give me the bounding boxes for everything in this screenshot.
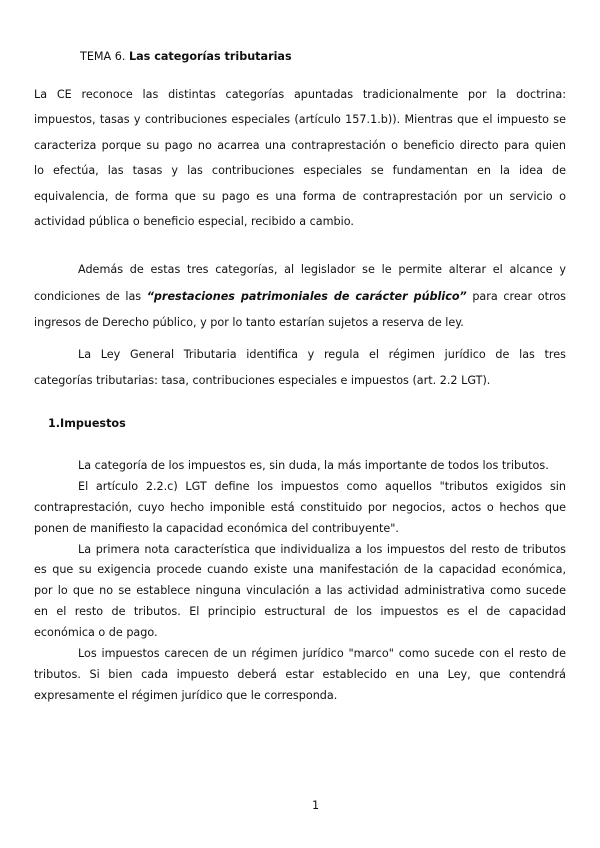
text-line: La categoría de los impuestos es, sin duda, la más importante de todos los tributos. — [78, 459, 549, 472]
text-line: en el resto de tributos. El principio estructural de los impuestos es el de capacidad — [34, 605, 566, 619]
emphasized-phrase: “prestaciones patrimoniales de carácter público” — [146, 289, 467, 303]
text-line: Además de estas tres categorías, al legislador se le permite alterar el alcance y — [78, 263, 566, 276]
text-line: lo efectúa, las tasas y las contribuciones especiales se fundamentan en la idea de — [34, 164, 566, 178]
document-title — [80, 50, 292, 63]
text-line: impuestos, tasas y contribuciones especiales (artículo 157.1.b)). Mientras que el impuesto se — [34, 113, 566, 127]
heading-text: 1.Impuestos — [48, 417, 126, 430]
page-number: 1 — [312, 799, 320, 812]
text-line: La Ley General Tributaria identifica y regula el régimen jurídico de las tres — [78, 348, 566, 361]
text-line: El artículo 2.2.c) LGT define los impuestos como aquellos "tributos exigidos sin — [78, 479, 566, 493]
section-body — [34, 456, 566, 707]
text-line: actividad pública o beneficio especial, recibido a cambio. — [34, 214, 354, 228]
paragraph-3 — [34, 342, 566, 394]
paragraph-1 — [34, 82, 566, 234]
paragraph-2 — [34, 257, 566, 337]
text-line: ingresos de Derecho público, y por lo tanto estarían sujetos a reserva de ley. — [34, 316, 464, 329]
text-line: es que su exigencia procede cuando existe una manifestación de la capacidad económica, — [34, 563, 566, 577]
text-segment: para crear otros — [466, 289, 566, 303]
text-line: equivalencia, de forma que su pago es una forma de contraprestación por un servicio o — [34, 189, 566, 203]
text-line: Los impuestos carecen de un régimen jurídico "marco" como sucede con el resto de — [78, 647, 566, 661]
title-prefix: TEMA 6. — [80, 50, 129, 63]
text-line: La CE reconoce las distintas categorías apuntadas tradicionalmente por la doctrina: — [34, 88, 566, 101]
text-segment: condiciones de las — [34, 289, 147, 303]
text-line: expresamente el régimen jurídico que le corresponda. — [34, 688, 338, 702]
text-line: contraprestación, cuyo hecho imponible está constituido por negocios, actos o hechos que — [34, 500, 566, 514]
section-heading — [48, 417, 126, 430]
text-line: caracteriza porque su pago no acarrea una contraprestación o beneficio directo para quien — [34, 138, 566, 152]
text-line: La primera nota característica que individualiza a los impuestos del resto de tributos — [78, 542, 566, 556]
text-line: ponen de manifiesto la capacidad económica del contribuyente". — [34, 521, 399, 535]
text-line: tributos. Si bien cada impuesto deberá estar establecido en una Ley, que contendrá — [34, 667, 566, 681]
title-bold: Las categorías tributarias — [129, 50, 292, 63]
text-line: por lo que no se establece ninguna vinculación a las actividad administrativa como sucede — [34, 584, 566, 598]
text-line: económica o de pago. — [34, 626, 158, 640]
text-line — [34, 284, 566, 311]
text-line: categorías tributarias: tasa, contribuciones especiales e impuestos (art. 2.2 LGT). — [34, 374, 491, 387]
